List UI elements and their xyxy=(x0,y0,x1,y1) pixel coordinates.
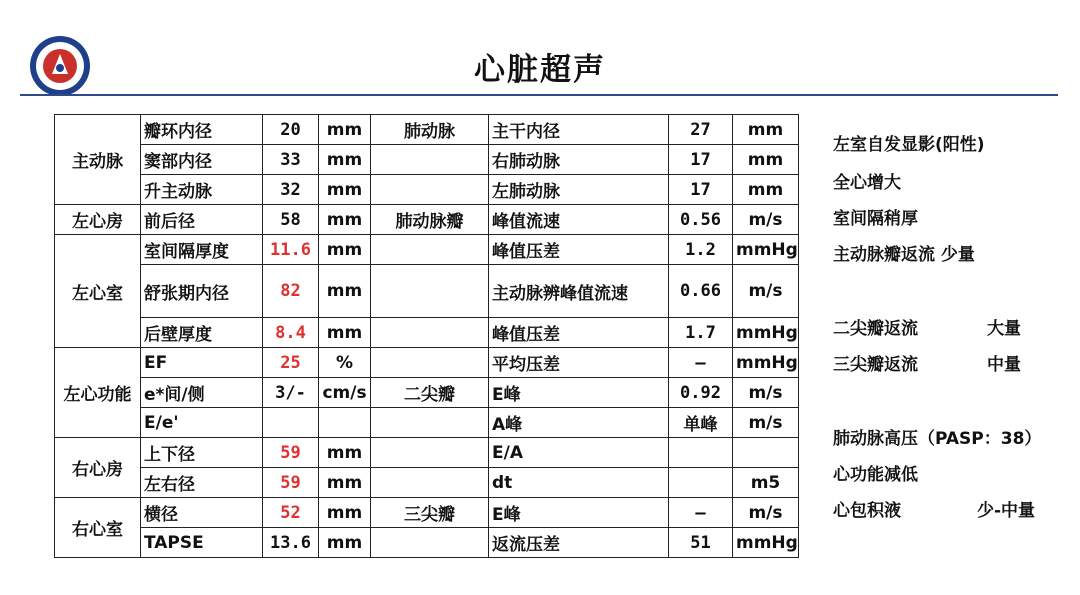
table-row xyxy=(55,438,799,468)
param-value-abnormal: 11.6 xyxy=(263,235,319,265)
param-unit: cm/s xyxy=(319,378,371,408)
finding-severity: 少-中量 xyxy=(977,501,1036,521)
section-left-atrium: 左心房 xyxy=(55,205,141,235)
section-right-ventricle: 右心室 xyxy=(55,498,141,558)
param-label: 平均压差 xyxy=(489,348,669,378)
title-divider xyxy=(20,94,1058,96)
table-row xyxy=(55,175,799,205)
table-row xyxy=(55,468,799,498)
param-value: 1.7 xyxy=(669,318,733,348)
param-unit: m5 xyxy=(733,468,799,498)
param-label: A峰 xyxy=(489,408,669,438)
param-unit: mm xyxy=(319,145,371,175)
finding-item: 肺动脉高压（PASP：38） xyxy=(833,429,1042,449)
empty-cell xyxy=(371,235,489,265)
param-label: 峰值流速 xyxy=(489,205,669,235)
section-pulmonary-valve: 肺动脉瓣 xyxy=(371,205,489,235)
param-unit: m/s xyxy=(733,498,799,528)
param-label: 横径 xyxy=(141,498,263,528)
param-unit: mm xyxy=(319,528,371,558)
finding-item: 室间隔稍厚 xyxy=(833,209,918,229)
param-unit: mm xyxy=(319,318,371,348)
param-label: 舒张期内径 xyxy=(141,265,263,318)
section-tricuspid-valve: 三尖瓣 xyxy=(371,498,489,528)
finding-item xyxy=(833,314,1021,339)
finding-item xyxy=(833,496,1036,521)
param-label: 返流压差 xyxy=(489,528,669,558)
param-unit: m/s xyxy=(733,205,799,235)
echo-report-table xyxy=(54,114,799,558)
param-unit: mm xyxy=(733,115,799,145)
param-value: 27 xyxy=(669,115,733,145)
section-mitral-valve: 二尖瓣 xyxy=(371,378,489,408)
finding-label: 心包积液 xyxy=(833,501,901,521)
finding-item: 心功能减低 xyxy=(833,465,918,485)
param-unit: mm xyxy=(319,498,371,528)
param-value: 33 xyxy=(263,145,319,175)
param-unit: mm xyxy=(733,175,799,205)
param-value xyxy=(263,408,319,438)
empty-cell xyxy=(371,528,489,558)
param-unit: mmHg xyxy=(733,235,799,265)
param-value-abnormal: 52 xyxy=(263,498,319,528)
param-value: — xyxy=(669,348,733,378)
param-unit: % xyxy=(319,348,371,378)
table-row xyxy=(55,408,799,438)
empty-cell xyxy=(371,318,489,348)
param-value-abnormal: 82 xyxy=(263,265,319,318)
param-value: 单峰 xyxy=(669,408,733,438)
param-label: TAPSE xyxy=(141,528,263,558)
param-value: 13.6 xyxy=(263,528,319,558)
param-value: 58 xyxy=(263,205,319,235)
param-label: E/A xyxy=(489,438,669,468)
param-label: 右肺动脉 xyxy=(489,145,669,175)
param-unit: mm xyxy=(319,235,371,265)
empty-cell xyxy=(371,438,489,468)
empty-cell xyxy=(371,145,489,175)
table-row xyxy=(55,498,799,528)
param-value-abnormal: 25 xyxy=(263,348,319,378)
param-label: 瓣环内径 xyxy=(141,115,263,145)
param-unit: m/s xyxy=(733,265,799,318)
finding-label: 二尖瓣返流 xyxy=(833,319,918,339)
param-label: dt xyxy=(489,468,669,498)
section-left-ventricle: 左心室 xyxy=(55,235,141,348)
param-unit: mm xyxy=(319,265,371,318)
param-unit xyxy=(733,438,799,468)
param-value-abnormal: 8.4 xyxy=(263,318,319,348)
param-value: 0.66 xyxy=(669,265,733,318)
param-value: 51 xyxy=(669,528,733,558)
param-label: 左肺动脉 xyxy=(489,175,669,205)
param-value-abnormal: 59 xyxy=(263,468,319,498)
empty-cell xyxy=(371,348,489,378)
param-label: 室间隔厚度 xyxy=(141,235,263,265)
param-label: EF xyxy=(141,348,263,378)
param-value: 17 xyxy=(669,175,733,205)
param-label: 左右径 xyxy=(141,468,263,498)
param-label: 主干内径 xyxy=(489,115,669,145)
section-pulmonary-artery: 肺动脉 xyxy=(371,115,489,145)
finding-item: 左室自发显影(阳性) xyxy=(833,135,985,155)
empty-cell xyxy=(371,408,489,438)
param-value: — xyxy=(669,498,733,528)
param-unit: mm xyxy=(319,115,371,145)
table-row xyxy=(55,318,799,348)
param-unit: mm xyxy=(319,205,371,235)
section-aorta: 主动脉 xyxy=(55,115,141,205)
table-row xyxy=(55,145,799,175)
finding-item xyxy=(833,350,1021,375)
param-label: 主动脉辨峰值流速 xyxy=(489,265,669,318)
section-right-atrium: 右心房 xyxy=(55,438,141,498)
page-title: 心脏超声 xyxy=(474,52,606,88)
param-unit xyxy=(319,408,371,438)
param-unit: mm xyxy=(733,145,799,175)
param-label: 峰值压差 xyxy=(489,318,669,348)
param-value: 3/- xyxy=(263,378,319,408)
table-row xyxy=(55,378,799,408)
param-label: E/e' xyxy=(141,408,263,438)
param-value-abnormal: 59 xyxy=(263,438,319,468)
finding-severity: 中量 xyxy=(987,355,1021,375)
finding-label: 三尖瓣返流 xyxy=(833,355,918,375)
param-label: 上下径 xyxy=(141,438,263,468)
param-label: 窦部内径 xyxy=(141,145,263,175)
param-value: 0.56 xyxy=(669,205,733,235)
table-row xyxy=(55,265,799,318)
param-unit: mm xyxy=(319,438,371,468)
param-value: 17 xyxy=(669,145,733,175)
table-row xyxy=(55,348,799,378)
table-row xyxy=(55,205,799,235)
finding-severity: 大量 xyxy=(987,319,1021,339)
param-label: 峰值压差 xyxy=(489,235,669,265)
param-unit: mmHg xyxy=(733,348,799,378)
empty-cell xyxy=(371,468,489,498)
param-value: 1.2 xyxy=(669,235,733,265)
section-lv-function: 左心功能 xyxy=(55,348,141,438)
empty-cell xyxy=(371,175,489,205)
param-label: 后壁厚度 xyxy=(141,318,263,348)
param-unit: mm xyxy=(319,175,371,205)
param-unit: m/s xyxy=(733,378,799,408)
table-row xyxy=(55,528,799,558)
param-unit: mmHg xyxy=(733,528,799,558)
param-unit: mmHg xyxy=(733,318,799,348)
param-value: 32 xyxy=(263,175,319,205)
empty-cell xyxy=(371,265,489,318)
table-row xyxy=(55,115,799,145)
param-label: e*间/侧 xyxy=(141,378,263,408)
param-value: 20 xyxy=(263,115,319,145)
param-value: 0.92 xyxy=(669,378,733,408)
param-unit: mm xyxy=(319,468,371,498)
finding-item: 主动脉瓣返流 少量 xyxy=(833,245,975,265)
param-label: E峰 xyxy=(489,498,669,528)
finding-item: 全心增大 xyxy=(833,173,901,193)
table-row xyxy=(55,235,799,265)
param-value xyxy=(669,468,733,498)
param-value xyxy=(669,438,733,468)
param-unit: m/s xyxy=(733,408,799,438)
param-label: 升主动脉 xyxy=(141,175,263,205)
param-label: 前后径 xyxy=(141,205,263,235)
param-label: E峰 xyxy=(489,378,669,408)
